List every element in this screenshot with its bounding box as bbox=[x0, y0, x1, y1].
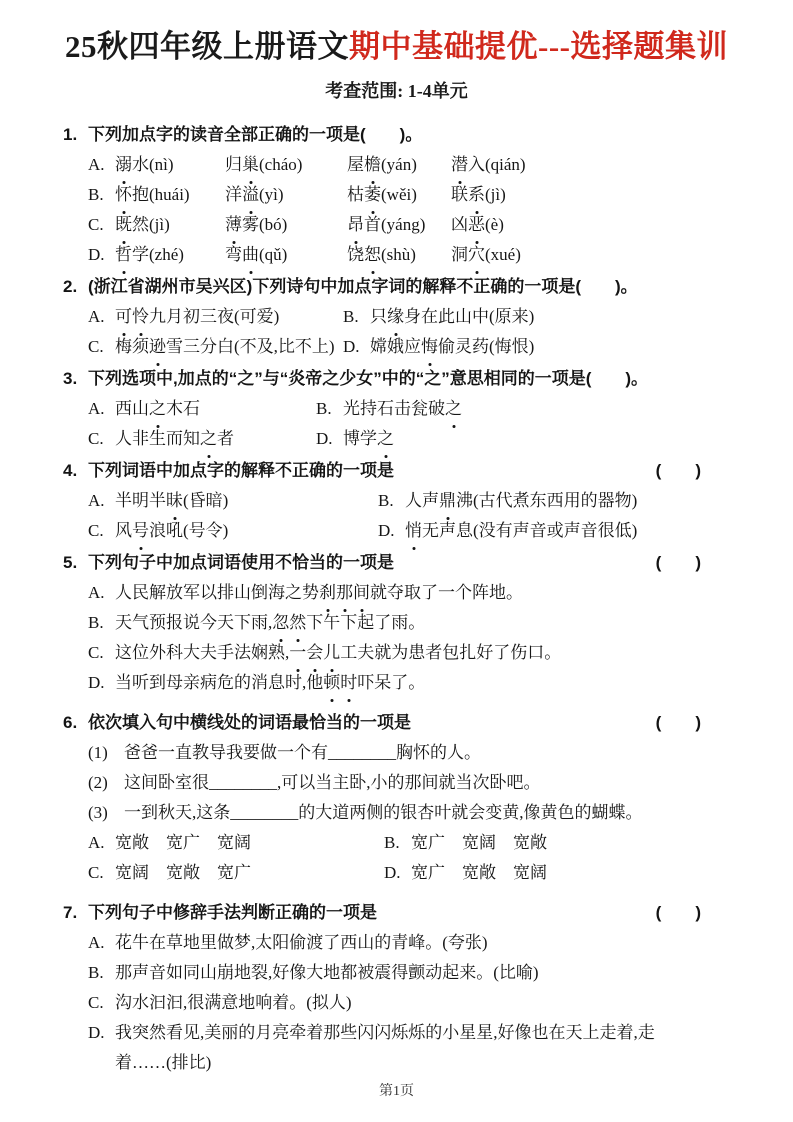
option-word: 洋溢(yì) bbox=[225, 180, 347, 210]
question-number: 4. bbox=[63, 461, 78, 480]
question-5-options bbox=[63, 578, 701, 698]
question-1 bbox=[63, 120, 701, 270]
page-title bbox=[0, 24, 793, 70]
question-stem-text: 下列词语中加点字的解释不正确的一项是 bbox=[88, 461, 394, 480]
option-row-a bbox=[88, 928, 701, 958]
option-label: C. bbox=[88, 337, 104, 356]
option-text: 梅须逊雪三分白(不及,比不上) bbox=[115, 332, 343, 362]
option-label: C. bbox=[88, 215, 104, 234]
question-6 bbox=[63, 708, 701, 888]
option-d bbox=[343, 332, 701, 362]
question-stem-text: 依次填入句中横线处的词语最恰当的一项是 bbox=[88, 713, 411, 732]
option-text: 这位外科大夫手法娴熟,一会儿工夫就为患者包扎好了伤口。 bbox=[115, 638, 701, 668]
option-row-ab bbox=[88, 394, 701, 424]
option-label: A. bbox=[88, 933, 105, 952]
option-text: 天气预报说今天下雨,忽然下午下起了雨。 bbox=[115, 608, 701, 638]
fill-text: 这间卧室很________,可以当主卧,小的那间就当次卧吧。 bbox=[124, 773, 541, 792]
option-row-d bbox=[88, 668, 701, 698]
option-word: 怀抱(huái) bbox=[115, 180, 225, 210]
question-number: 1. bbox=[63, 125, 78, 144]
option-text: 我突然看见,美丽的月亮牵着那些闪闪烁烁的小星星,好像也在天上走着,走着……(排比) bbox=[115, 1023, 655, 1072]
question-7-options bbox=[63, 928, 701, 1078]
fill-item-1 bbox=[88, 738, 701, 768]
question-3 bbox=[63, 364, 701, 454]
option-row-a bbox=[88, 578, 701, 608]
option-label: B. bbox=[384, 833, 400, 852]
option-text: 嫦娥应悔偷灵药(悔恨) bbox=[370, 332, 701, 362]
option-d bbox=[316, 424, 701, 454]
option-text: 那声音如同山崩地裂,好像大地都被震得颤动起来。(比喻) bbox=[115, 963, 539, 982]
option-row-b bbox=[88, 608, 701, 638]
option-label: D. bbox=[343, 337, 360, 356]
option-c bbox=[88, 332, 343, 362]
option-word: 哲学(zhé) bbox=[115, 240, 225, 270]
option-text: 当听到母亲病危的消息时,他顿时吓呆了。 bbox=[115, 668, 701, 698]
question-stem-text: 下列句子中加点词语使用不恰当的一项是 bbox=[88, 553, 394, 572]
page-title-red: 期中基础提优---选择题集训 bbox=[349, 29, 728, 64]
fill-item-2 bbox=[88, 768, 701, 798]
answer-bracket: ( ) bbox=[655, 903, 701, 922]
option-text: 悄无声息(没有声音或声音很低) bbox=[405, 516, 701, 546]
option-b bbox=[384, 828, 701, 858]
option-label: B. bbox=[88, 963, 104, 982]
question-number: 5. bbox=[63, 553, 78, 572]
option-text: 人民解放军以排山倒海之势刹那间就夺取了一个阵地。 bbox=[115, 578, 701, 608]
question-6-stem bbox=[63, 708, 701, 738]
option-label: D. bbox=[88, 1023, 105, 1042]
fill-text: 一到秋天,这条________的大道两侧的银杏叶就会变黄,像黄色的蝴蝶。 bbox=[124, 803, 643, 822]
option-b bbox=[316, 394, 701, 424]
question-5 bbox=[63, 548, 701, 698]
option-text: 光持石击瓮破之 bbox=[343, 394, 701, 424]
option-label: A. bbox=[88, 833, 105, 852]
option-row-ab bbox=[88, 302, 701, 332]
question-4-stem bbox=[63, 456, 701, 486]
question-list bbox=[63, 120, 701, 1078]
answer-bracket: ( ) bbox=[655, 553, 701, 572]
option-label: C. bbox=[88, 863, 104, 882]
question-4 bbox=[63, 456, 701, 546]
option-text: 花牛在草地里做梦,太阳偷渡了西山的青峰。(夸张) bbox=[115, 933, 488, 952]
option-word: 联系(jì) bbox=[451, 180, 701, 210]
question-number: 7. bbox=[63, 903, 78, 922]
question-2-stem bbox=[63, 272, 701, 302]
answer-bracket: ( ) bbox=[655, 461, 701, 480]
option-text: 可怜九月初三夜(可爱) bbox=[115, 302, 343, 332]
option-text: 人非生而知之者 bbox=[115, 424, 316, 454]
option-text: 风号浪吼(号令) bbox=[115, 516, 378, 546]
option-text: 宽广 宽阔 宽敞 bbox=[411, 833, 547, 852]
option-a bbox=[88, 394, 316, 424]
page-title-black: 25秋四年级上册语文 bbox=[65, 29, 350, 64]
page-header bbox=[0, 0, 793, 104]
option-text: 博学之 bbox=[343, 424, 701, 454]
question-4-options bbox=[63, 486, 701, 546]
option-label: B. bbox=[88, 613, 104, 632]
option-word: 溺水(nì) bbox=[115, 150, 225, 180]
option-row-c bbox=[88, 210, 701, 240]
option-label: D. bbox=[384, 863, 401, 882]
option-word: 昂首(yáng) bbox=[347, 210, 451, 240]
option-text: 只缘身在此山中(原来) bbox=[370, 302, 701, 332]
option-word: 饶恕(shù) bbox=[347, 240, 451, 270]
option-row-b bbox=[88, 958, 701, 988]
option-label: A. bbox=[88, 583, 105, 602]
question-3-options bbox=[63, 394, 701, 454]
answer-bracket: ( ) bbox=[655, 713, 701, 732]
option-text: 沟水汩汩,很满意地响着。(拟人) bbox=[115, 993, 352, 1012]
fill-number: (1) bbox=[88, 743, 108, 762]
option-label: B. bbox=[378, 491, 394, 510]
option-row-ab bbox=[88, 828, 701, 858]
question-stem-text: 下列选项中,加点的“之”与“炎帝之少女”中的“之”意思相同的一项是( )。 bbox=[88, 369, 649, 388]
option-row-a bbox=[88, 150, 701, 180]
option-label: A. bbox=[88, 155, 105, 174]
option-label: D. bbox=[88, 673, 105, 692]
option-row-cd bbox=[88, 424, 701, 454]
option-label: D. bbox=[88, 245, 105, 264]
option-row-ab bbox=[88, 486, 701, 516]
question-3-stem bbox=[63, 364, 701, 394]
option-label: B. bbox=[316, 399, 332, 418]
option-word: 弯曲(qǔ) bbox=[225, 240, 347, 270]
option-a bbox=[88, 302, 343, 332]
option-row-d bbox=[88, 1018, 701, 1078]
question-1-stem bbox=[63, 120, 701, 150]
question-6-body bbox=[63, 738, 701, 888]
option-row-c bbox=[88, 988, 701, 1018]
question-stem-text: 下列加点字的读音全部正确的一项是( )。 bbox=[88, 125, 423, 144]
option-label: A. bbox=[88, 307, 105, 326]
fill-text: 爸爸一直教导我要做一个有________胸怀的人。 bbox=[124, 743, 481, 762]
option-text: 宽广 宽敞 宽阔 bbox=[411, 863, 547, 882]
option-word: 枯萎(wěi) bbox=[347, 180, 451, 210]
fill-number: (3) bbox=[88, 803, 108, 822]
option-word: 洞穴(xué) bbox=[451, 240, 701, 270]
option-word: 凶恶(è) bbox=[451, 210, 701, 240]
question-stem-text: (浙江省湖州市吴兴区)下列诗句中加点字词的解释不正确的一项是( )。 bbox=[88, 277, 638, 296]
option-d bbox=[384, 858, 701, 888]
option-label: C. bbox=[88, 429, 104, 448]
option-word: 屋檐(yán) bbox=[347, 150, 451, 180]
question-number: 2. bbox=[63, 277, 78, 296]
page-footer: 第1页 bbox=[379, 1084, 414, 1099]
option-c bbox=[88, 516, 378, 546]
option-word: 既然(jì) bbox=[115, 210, 225, 240]
option-label: B. bbox=[88, 185, 104, 204]
option-row-c bbox=[88, 638, 701, 668]
option-row-d bbox=[88, 240, 701, 270]
option-c bbox=[88, 858, 384, 888]
option-row-cd bbox=[88, 516, 701, 546]
question-stem-text: 下列句子中修辞手法判断正确的一项是 bbox=[88, 903, 377, 922]
question-2-options bbox=[63, 302, 701, 362]
option-label: B. bbox=[343, 307, 359, 326]
option-word: 薄雾(bó) bbox=[225, 210, 347, 240]
option-text: 宽敞 宽广 宽阔 bbox=[115, 833, 251, 852]
fill-number: (2) bbox=[88, 773, 108, 792]
option-text: 半明半昧(昏暗) bbox=[115, 486, 378, 516]
option-label: D. bbox=[378, 521, 395, 540]
option-row-cd bbox=[88, 332, 701, 362]
option-label: D. bbox=[316, 429, 333, 448]
option-label: C. bbox=[88, 521, 104, 540]
option-text: 人声鼎沸(古代煮东西用的器物) bbox=[405, 486, 701, 516]
option-b bbox=[378, 486, 701, 516]
question-number: 3. bbox=[63, 369, 78, 388]
option-word: 潜入(qián) bbox=[451, 150, 701, 180]
option-label: C. bbox=[88, 643, 104, 662]
option-text: 西山之木石 bbox=[115, 394, 316, 424]
option-label: A. bbox=[88, 491, 105, 510]
option-c bbox=[88, 424, 316, 454]
fill-item-3 bbox=[88, 798, 701, 828]
option-d bbox=[378, 516, 701, 546]
option-b bbox=[343, 302, 701, 332]
question-7-stem bbox=[63, 898, 701, 928]
question-7 bbox=[63, 898, 701, 1078]
question-number: 6. bbox=[63, 713, 78, 732]
option-row-cd bbox=[88, 858, 701, 888]
question-1-options bbox=[63, 150, 701, 270]
option-a bbox=[88, 486, 378, 516]
option-row-b bbox=[88, 180, 701, 210]
option-text: 宽阔 宽敞 宽广 bbox=[115, 863, 251, 882]
page-subtitle: 考查范围: 1-4单元 bbox=[325, 81, 468, 101]
option-label: A. bbox=[88, 399, 105, 418]
option-label: C. bbox=[88, 993, 104, 1012]
question-5-stem bbox=[63, 548, 701, 578]
option-word: 归巢(cháo) bbox=[225, 150, 347, 180]
option-a bbox=[88, 828, 384, 858]
question-2 bbox=[63, 272, 701, 362]
